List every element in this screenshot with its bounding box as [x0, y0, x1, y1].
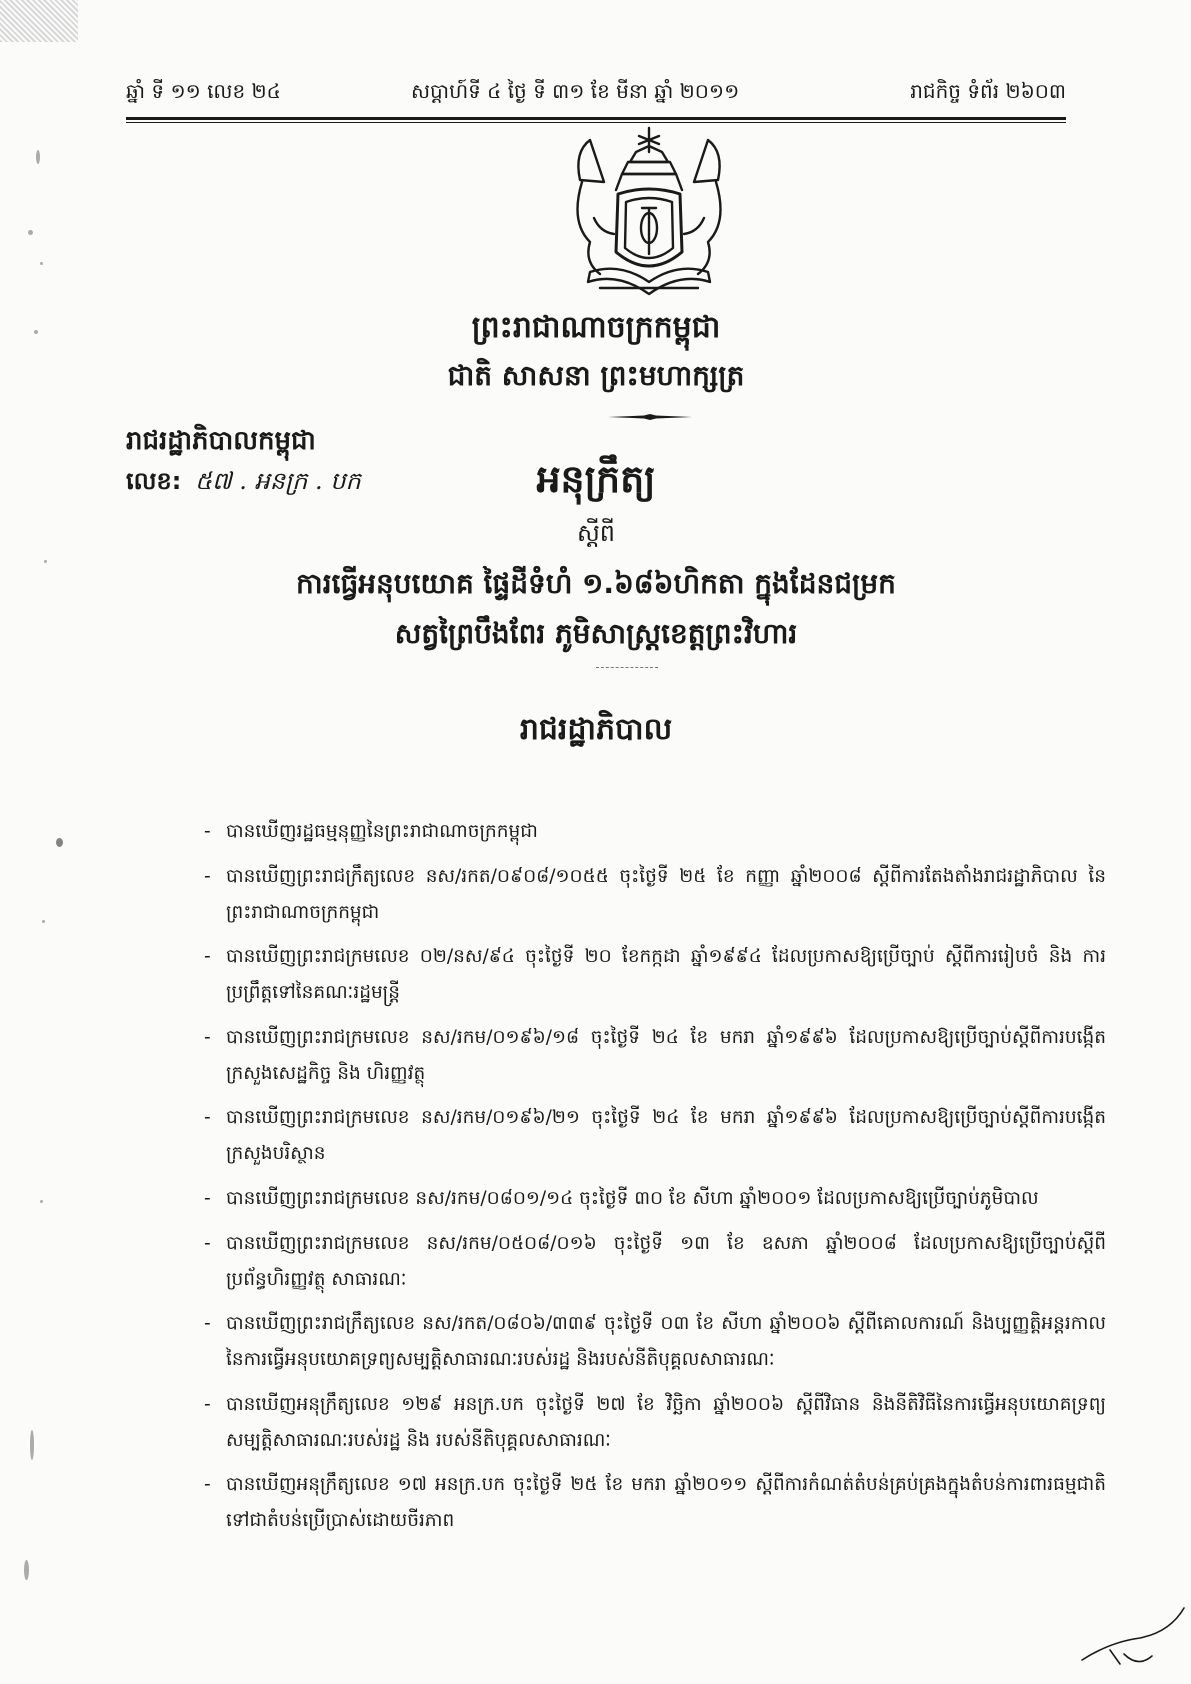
- header-rule-thick: [126, 117, 1066, 120]
- document-title: អនុក្រឹត្យ: [536, 457, 656, 501]
- about-label: ស្តីពី: [576, 519, 616, 547]
- scan-margin-specks: [0, 0, 62, 1684]
- subject-line-2: សត្វព្រៃបឹងពែរ ភូមិសាស្ត្រខេត្តព្រះវិហារ: [394, 617, 798, 650]
- clause-item: - បានឃើញព្រះរាជក្រមលេខ នស/រកម/០១៩៦/២១ ចុះថ្ងៃទី ២៤ ខែ មករា ឆ្នាំ១៩៩៦ ដែលប្រកាសឱ្យប្រើច្បាប់ស្តីពីការបង្កើតក្រសួងបរិស្ថាន: [226, 1100, 1106, 1172]
- clause-item: - បានឃើញព្រះរាជក្រមលេខ ០២/នស/៩៤ ចុះថ្ងៃទី ២០ ខែកក្កដា ឆ្នាំ១៩៩៤ ដែលប្រកាសឱ្យប្រើច្បាប់ ស្តីពីការរៀបចំ និង ការប្រព្រឹត្តទៅនៃគណៈរដ្ឋមន្ត្រី: [226, 939, 1106, 1011]
- considering-clauses-list: [226, 814, 1106, 1548]
- government-heading: រាជរដ្ឋាភិបាល: [519, 712, 673, 747]
- clause-item: - បានឃើញព្រះរាជក្រមលេខ នស/រកម/០៥០៨/០១៦ ចុះថ្ងៃទី ១៣ ខែ ឧសភា ឆ្នាំ២០០៨ ដែលប្រកាសឱ្យប្រើច្បាប់ស្តីពីប្រព័ន្ធហិរញ្ញវត្ថុ សាធារណៈ: [226, 1226, 1106, 1298]
- clause-item: - បានឃើញរដ្ឋធម្មនុញ្ញនៃព្រះរាជាណាចក្រកម្ពុជា: [226, 814, 1106, 850]
- gazette-date: សប្តាហ៍ទី ៤ ថ្ងៃ ទី ៣១ ខែ មីនា ឆ្នាំ ២០១១: [411, 79, 740, 103]
- clause-item: - បានឃើញអនុក្រឹត្យលេខ ១២៩ អនក្រ.បក ចុះថ្ងៃទី ២៧ ខែ វិច្ឆិកា ឆ្នាំ២០០៦ ស្តីពីវិធាន និងនីតិវិធីនៃការធ្វើអនុបយោគទ្រព្យសម្បត្តិសាធារណៈរបស់រដ្ឋ និង របស់នីតិបុគ្គលសាធារណៈ: [226, 1387, 1106, 1459]
- clause-item: - បានឃើញអនុក្រឹត្យលេខ ១៧ អនក្រ.បក ចុះថ្ងៃទី ២៥ ខែ មករា ឆ្នាំ២០១១ ស្តីពីការកំណត់តំបន់គ្រប់គ្រងក្នុងតំបន់ការពារធម្មជាតិ ទៅជាតំបន់ប្រើប្រាស់ដោយចីរភាព: [226, 1467, 1106, 1539]
- clause-item: - បានឃើញព្រះរាជក្រឹត្យលេខ នស/រកត/០៨០៦/៣៣៩ ចុះថ្ងៃទី ០៣ ខែ សីហា ឆ្នាំ២០០៦ ស្តីពីគោលការណ៍ និងប្បញ្ញត្តិអន្តរកាល នៃការធ្វើអនុបយោគទ្រព្យសម្បត្តិសាធារណៈរបស់រដ្ឋ និងរបស់នីតិបុគ្គលសាធារណៈ: [226, 1306, 1106, 1378]
- issuing-authority: រាជរដ្ឋាភិបាលកម្ពុជា: [126, 426, 316, 456]
- subject-line-1: ការធ្វើអនុបយោគ ផ្ទៃដីទំហំ ១.៦៨៦ហិកតា ក្នុងដែនជម្រក: [296, 567, 896, 600]
- gazette-header: [126, 78, 1066, 112]
- decree-number-value: ៥៧ . អនក្រ . បក: [194, 467, 361, 495]
- gazette-year-issue: ឆ្នាំ ទី ១១ លេខ ២៤: [126, 79, 281, 103]
- ornamental-divider: [608, 414, 692, 420]
- national-motto: ជាតិ សាសនា ព្រះមហាក្សត្រ: [447, 359, 745, 392]
- clause-item: - បានឃើញព្រះរាជក្រមលេខ នស/រកម/០៨០១/១៤ ចុះថ្ងៃទី ៣០ ខែ សីហា ឆ្នាំ២០០១ ដែលប្រកាសឱ្យប្រើច្បាប់ភូមិបាល: [226, 1181, 1106, 1217]
- kingdom-name: ព្រះរាជាណាចក្រកម្ពុជា: [471, 310, 721, 345]
- royal-coat-of-arms-emblem: [560, 122, 738, 300]
- gazette-page-number: រាជកិច្ច ទំព័រ ២៦០៣: [910, 79, 1066, 103]
- decree-number-label: លេខ:: [126, 467, 182, 495]
- initials-signature: [1080, 1602, 1190, 1672]
- clause-item: - បានឃើញព្រះរាជក្រឹត្យលេខ នស/រកត/០៩០៨/១០៥៥ ចុះថ្ងៃទី ២៥ ខែ កញ្ញា ឆ្នាំ២០០៨ ស្តីពីការតែងតាំងរាជរដ្ឋាភិបាល នៃព្រះរាជាណាចក្រកម្ពុជា: [226, 859, 1106, 931]
- clause-item: - បានឃើញព្រះរាជក្រមលេខ នស/រកម/០១៩៦/១៨ ចុះថ្ងៃទី ២៤ ខែ មករា ឆ្នាំ១៩៩៦ ដែលប្រកាសឱ្យប្រើច្បាប់ស្តីពីការបង្កើតក្រសួងសេដ្ឋកិច្ច និង ហិរញ្ញវត្ថុ: [226, 1020, 1106, 1092]
- subject-divider: [596, 667, 658, 668]
